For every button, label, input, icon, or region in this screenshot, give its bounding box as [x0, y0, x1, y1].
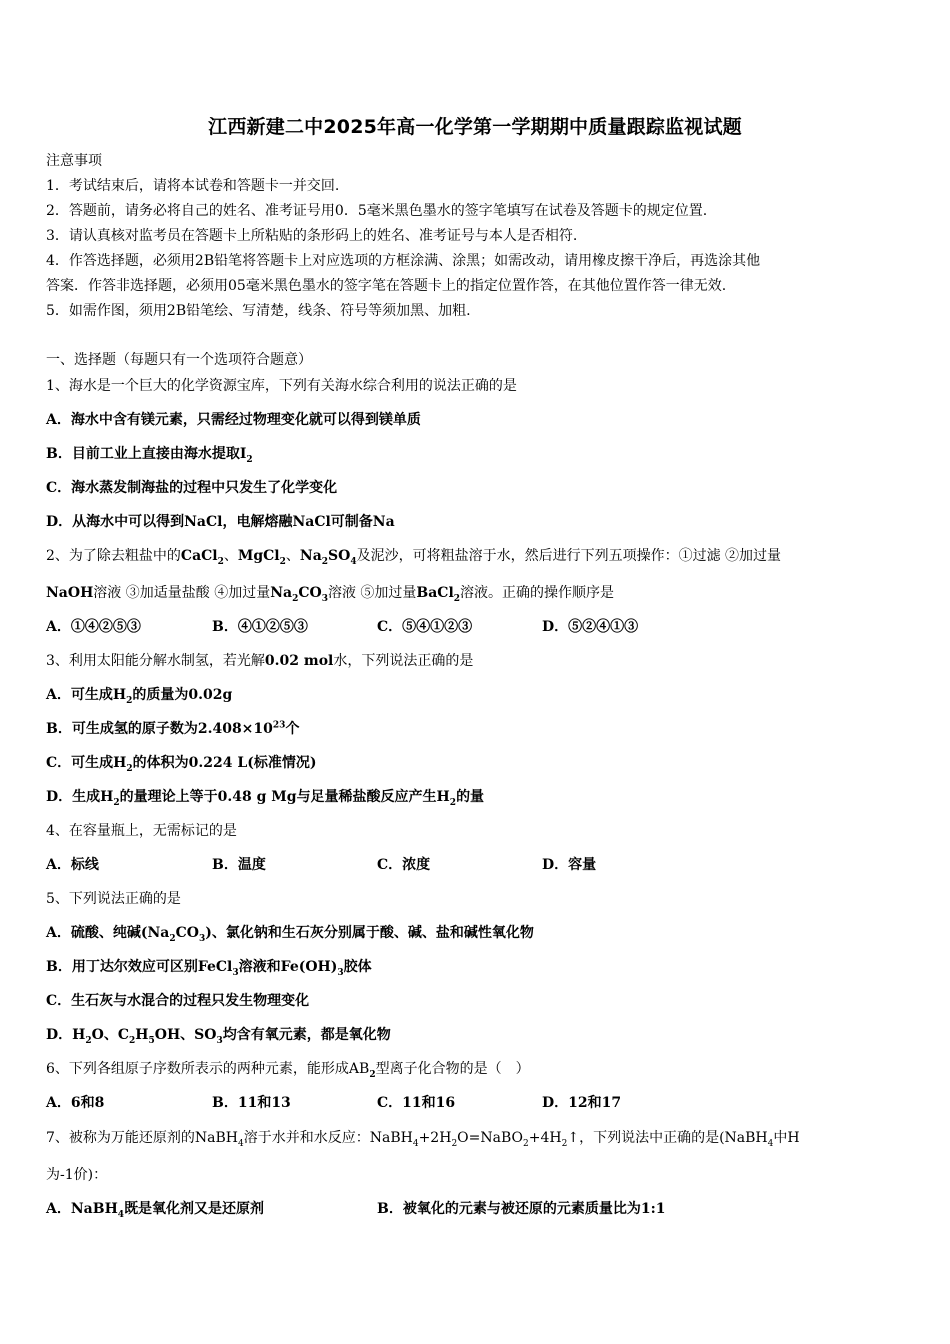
- text: 既是氧化剂又是还原剂: [124, 1201, 265, 1217]
- notice-item: 2．答题前，请务必将自己的姓名、准考证号用0．5毫米黑色墨水的签字笔填写在试卷及答题卡的规定位置.: [46, 203, 708, 219]
- q5-option-a: [46, 924, 534, 942]
- q7-option-a: [46, 1200, 264, 1218]
- notice-item: 4．作答选择题，必须用2B铅笔将答题卡上对应选项的方框涂满、涂黑；如需改动，请用橡皮擦干净后，再选涂其他: [46, 253, 761, 269]
- subscript: 2: [113, 797, 120, 808]
- q5-option-c: C．生石灰与水混合的过程只发生物理变化: [46, 993, 310, 1009]
- text: OH、SO: [154, 1027, 217, 1043]
- q4-option-c: C．浓度: [377, 857, 431, 873]
- q6-option-d: D．12和17: [542, 1095, 622, 1111]
- subscript: 2: [126, 763, 133, 774]
- subscript: 2: [217, 556, 224, 567]
- subscript: 2: [449, 797, 457, 808]
- q4-stem: 4、在容量瓶上，无需标记的是: [46, 823, 237, 839]
- text: D．H: [46, 1027, 86, 1043]
- text: H: [135, 1027, 149, 1043]
- subscript: 2: [126, 695, 133, 706]
- subscript: 5: [148, 1035, 155, 1046]
- text: SO: [328, 548, 351, 564]
- text: CO: [298, 585, 322, 601]
- q5-stem: 5、下列说法正确的是: [46, 891, 181, 907]
- text: 、: [285, 548, 300, 564]
- subscript: 2: [453, 593, 461, 604]
- subscript: 3: [216, 1035, 223, 1046]
- subscript: 2: [321, 556, 329, 567]
- notice-item: 1．考试结束后，请将本试卷和答题卡一并交回.: [46, 178, 340, 194]
- text: 、: [223, 548, 238, 564]
- text: 溶液和Fe(OH): [238, 959, 338, 975]
- text: CaCl: [180, 548, 218, 564]
- text: A．可生成H: [46, 687, 127, 703]
- subscript: 3: [321, 593, 328, 604]
- text: 0.48 g Mg: [217, 789, 297, 805]
- text: 3、利用太阳能分解水制氢，若光解: [46, 653, 265, 669]
- subscript: 2: [246, 454, 253, 465]
- q6-option-b: B．11和13: [212, 1095, 291, 1111]
- subscript: 2: [85, 1035, 92, 1046]
- text: )、氯化钠和生石灰分别属于酸、碱、盐和碱性氧化物: [205, 925, 534, 941]
- notice-heading: 注意事项: [46, 153, 102, 169]
- subscript: 3: [337, 967, 344, 978]
- text: 6、下列各组原子序数所表示的两种元素，能形成AB: [46, 1061, 370, 1077]
- q2-option-b: B．④①②⑤③: [212, 619, 308, 635]
- section-heading: 一、选择题（每题只有一个选项符合题意）: [46, 352, 312, 368]
- text: 的质量为: [132, 687, 189, 703]
- q7-stem-line2: 为-1价)：: [46, 1167, 108, 1183]
- subscript: 2: [369, 1069, 376, 1080]
- text: 的量: [456, 789, 485, 805]
- subscript: 4: [350, 556, 357, 567]
- text: O、C: [91, 1027, 129, 1043]
- q3-option-a: [46, 686, 232, 704]
- text: 0.02 mol: [264, 653, 334, 669]
- q2-option-d: D．⑤②④①③: [542, 619, 639, 635]
- q1-stem: 1、海水是一个巨大的化学资源宝库，下列有关海水综合利用的说法正确的是: [46, 378, 517, 394]
- subscript: 4: [117, 1209, 125, 1220]
- text: 型离子化合物的是（ ）: [375, 1061, 530, 1077]
- subscript: 2: [292, 593, 299, 604]
- q4-option-d: D．容量: [542, 857, 597, 873]
- text: Na: [270, 585, 293, 601]
- subscript: 2: [169, 933, 176, 944]
- text: 中H: [773, 1130, 800, 1146]
- text: 溶液。正确的操作顺序是: [460, 585, 615, 601]
- notice-item: 3．请认真核对监考员在答题卡上所粘贴的条形码上的姓名、准考证号与本人是否相符.: [46, 228, 578, 244]
- text: 与足量稀盐酸反应产生H: [296, 789, 450, 805]
- superscript: 23: [272, 720, 286, 731]
- q1-option-b: [46, 445, 253, 463]
- text: ): [309, 755, 317, 771]
- q7-stem-line1: [46, 1129, 800, 1147]
- q1-option-c: C．海水蒸发制海盐的过程中只发生了化学变化: [46, 480, 338, 496]
- text: 溶液 ⑤加过量: [327, 585, 417, 601]
- subscript: 3: [198, 933, 206, 944]
- text: 0.224 L(: [188, 755, 254, 771]
- q5-option-d: [46, 1026, 391, 1044]
- text: 的体积为: [132, 755, 189, 771]
- q2-option-a: A．①④②⑤③: [46, 619, 141, 635]
- text: 2.408×10: [197, 721, 273, 737]
- subscript: 3: [232, 967, 239, 978]
- text: NaOH: [46, 585, 94, 601]
- subscript: 2: [561, 1138, 568, 1149]
- subscript: 2: [279, 556, 286, 567]
- text: BaCl: [416, 585, 454, 601]
- text: 标准情况: [253, 755, 310, 771]
- subscript: 2: [451, 1138, 458, 1149]
- text: 2、为了除去粗盐中的: [46, 548, 181, 564]
- text: B．用丁达尔效应可区别FeCl: [46, 959, 233, 975]
- text: 溶液 ③加适量盐酸 ④加过量: [93, 585, 271, 601]
- q4-option-b: B．温度: [212, 857, 266, 873]
- text: +2H: [418, 1130, 452, 1146]
- subscript: 2: [128, 1035, 136, 1046]
- text: C．可生成H: [46, 755, 127, 771]
- text: B．可生成氢的原子数为: [46, 721, 198, 737]
- text: CO: [175, 925, 199, 941]
- text: A．NaBH: [46, 1201, 118, 1217]
- text: 的量理论上等于: [119, 789, 218, 805]
- text: 0.02g: [188, 687, 233, 703]
- text: ↑，下列说法中正确的是(NaBH: [567, 1130, 768, 1146]
- q7-option-b: B．被氧化的元素与被还原的元素质量比为1:1: [377, 1201, 666, 1217]
- q3-stem: [46, 652, 473, 670]
- text: 胶体: [343, 959, 372, 975]
- q1-option-b-text: B．目前工业上直接由海水提取I: [46, 446, 247, 462]
- q3-option-d: [46, 788, 484, 806]
- notice-item: 5．如需作图，须用2B铅笔绘、写清楚，线条、符号等须加黑、加粗.: [46, 303, 471, 319]
- q2-option-c: C．⑤④①②③: [377, 619, 473, 635]
- text: D．生成H: [46, 789, 114, 805]
- text: +4H: [528, 1130, 562, 1146]
- subscript: 2: [523, 1138, 529, 1149]
- q5-option-b: [46, 958, 372, 976]
- text: 7、被称为万能还原剂的NaBH: [46, 1130, 239, 1146]
- subscript: 4: [238, 1138, 244, 1149]
- q6-option-c: C．11和16: [377, 1095, 456, 1111]
- q6-stem: [46, 1060, 530, 1078]
- text: O=NaBO: [457, 1130, 524, 1146]
- text: MgCl: [237, 548, 280, 564]
- page-title: 江西新建二中2025年高一化学第一学期期中质量跟踪监视试题: [208, 116, 742, 138]
- q1-option-a: A．海水中含有镁元素，只需经过物理变化就可以得到镁单质: [46, 412, 421, 428]
- text: Na: [299, 548, 322, 564]
- q6-option-a: A．6和8: [46, 1095, 105, 1111]
- q3-option-b: [46, 720, 299, 738]
- subscript: 4: [412, 1138, 419, 1149]
- q1-option-d: D．从海水中可以得到NaCl，电解熔融NaCl可制备Na: [46, 514, 395, 530]
- text: 溶于水并和水反应：NaBH: [243, 1130, 413, 1146]
- q3-option-c: [46, 754, 316, 772]
- text: 及泥沙，可将粗盐溶于水，然后进行下列五项操作：①过滤 ②加过量: [356, 548, 782, 564]
- q4-option-a: A．标线: [46, 857, 99, 873]
- subscript: 4: [767, 1138, 774, 1149]
- text: 均含有氧元素，都是氧化物: [222, 1027, 391, 1043]
- q2-stem-line2: [46, 584, 614, 602]
- text: A．硫酸、纯碱(Na: [46, 925, 170, 941]
- q2-stem-line1: [46, 547, 781, 565]
- text: 个: [285, 721, 300, 737]
- text: 水，下列说法正确的是: [333, 653, 474, 669]
- notice-item: 答案．作答非选择题，必须用05毫米黑色墨水的签字笔在答题卡上的指定位置作答，在其他位置作答一律无效.: [46, 278, 727, 294]
